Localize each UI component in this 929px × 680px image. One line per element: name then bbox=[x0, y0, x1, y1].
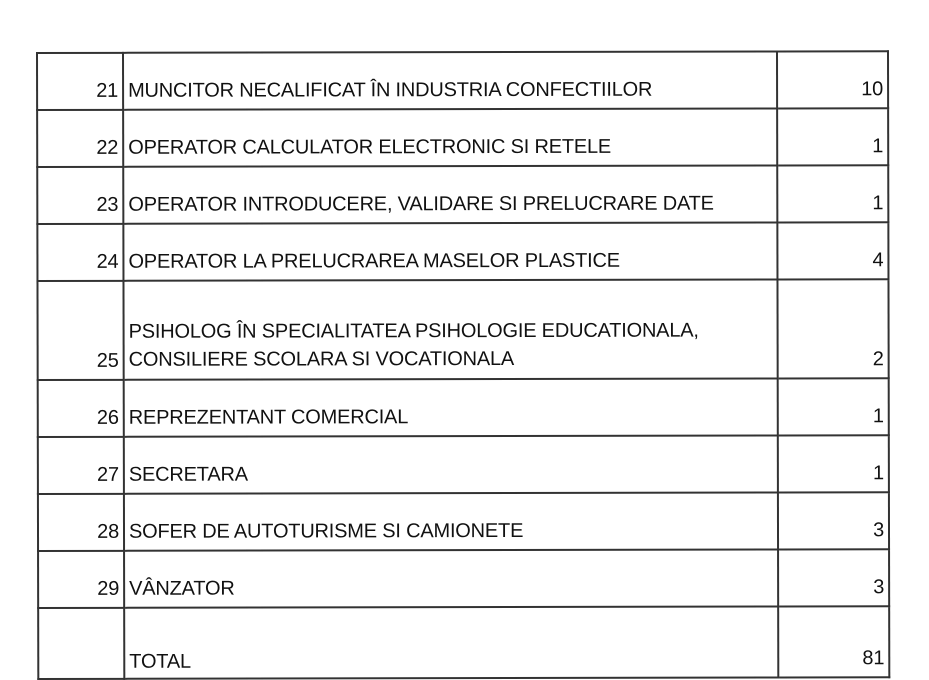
row-number: 25 bbox=[37, 281, 123, 380]
occupation-name: MUNCITOR NECALIFICAT ÎN INDUSTRIA CONFECTIILOR bbox=[123, 51, 777, 109]
table-row bbox=[37, 51, 888, 110]
occupation-name: OPERATOR CALCULATOR ELECTRONIC SI RETELE bbox=[123, 108, 777, 166]
table-row bbox=[38, 549, 889, 608]
occupation-name-line-1: PSIHOLOG ÎN SPECIALITATEA PSIHOLOGIE EDUCATIONALA, bbox=[128, 319, 699, 343]
vacancy-count: 1 bbox=[778, 378, 889, 435]
vacancy-count: 2 bbox=[777, 279, 888, 378]
row-number: 23 bbox=[37, 167, 123, 224]
row-number: 27 bbox=[38, 437, 124, 494]
table-row bbox=[37, 222, 888, 281]
vacancy-count: 3 bbox=[778, 549, 889, 606]
table-row bbox=[37, 279, 888, 380]
row-number: 21 bbox=[37, 53, 123, 110]
occupation-name: VÂNZATOR bbox=[124, 549, 778, 607]
total-row bbox=[38, 606, 889, 679]
table-row bbox=[38, 378, 889, 437]
job-vacancies-table bbox=[36, 50, 890, 680]
table-row bbox=[38, 435, 889, 494]
occupation-name: OPERATOR LA PRELUCRAREA MASELOR PLASTICE bbox=[123, 222, 777, 280]
total-count: 81 bbox=[778, 606, 889, 677]
vacancy-count: 1 bbox=[778, 435, 889, 492]
vacancy-count: 1 bbox=[777, 165, 888, 222]
total-label: TOTAL bbox=[124, 606, 778, 678]
row-number: 28 bbox=[38, 494, 124, 551]
vacancy-count: 1 bbox=[777, 108, 888, 165]
table-row bbox=[38, 492, 889, 551]
occupation-name: OPERATOR INTRODUCERE, VALIDARE SI PRELUCRARE DATE bbox=[123, 165, 777, 223]
occupation-name: SECRETARA bbox=[124, 435, 778, 493]
total-number-cell bbox=[38, 608, 124, 679]
occupation-name-line-2: CONSILIERE SCOLARA SI VOCATIONALA bbox=[128, 347, 515, 371]
table-row bbox=[37, 165, 888, 224]
table-row bbox=[37, 108, 888, 167]
occupation-name bbox=[123, 279, 777, 379]
occupation-name: REPREZENTANT COMERCIAL bbox=[124, 378, 778, 436]
occupation-name: SOFER DE AUTOTURISME SI CAMIONETE bbox=[124, 492, 778, 550]
row-number: 26 bbox=[38, 380, 124, 437]
vacancy-count: 4 bbox=[777, 222, 888, 279]
row-number: 29 bbox=[38, 551, 124, 608]
row-number: 22 bbox=[37, 110, 123, 167]
row-number: 24 bbox=[37, 224, 123, 281]
vacancy-count: 3 bbox=[778, 492, 889, 549]
vacancy-count: 10 bbox=[777, 51, 888, 108]
